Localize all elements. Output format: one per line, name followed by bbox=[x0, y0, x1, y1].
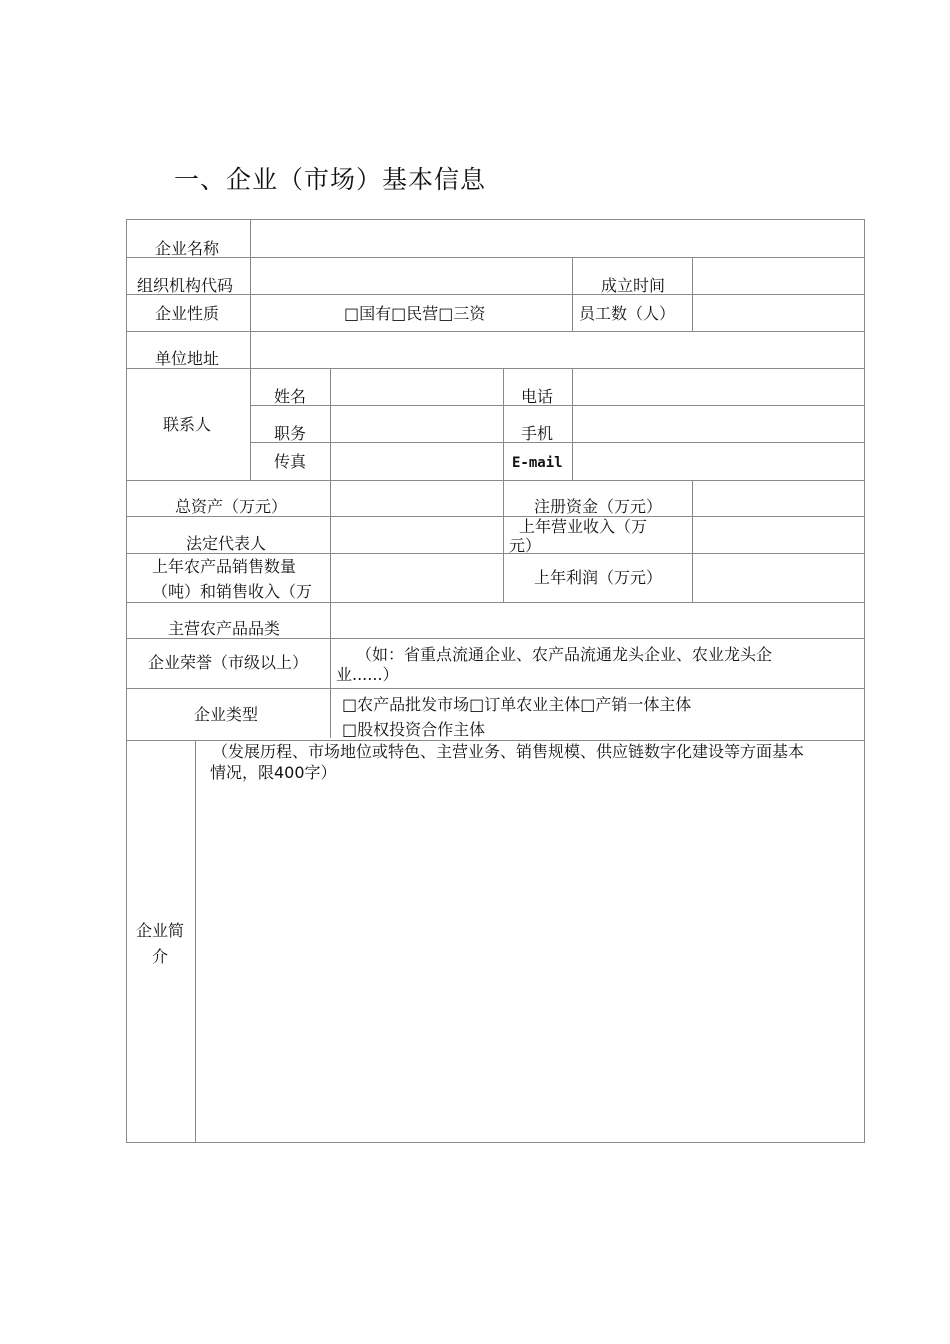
email-field[interactable] bbox=[574, 443, 863, 479]
intro-hint-line1: （发展历程、市场地位或特色、主营业务、销售规模、供应链数字化建设等方面基本 bbox=[212, 742, 805, 761]
honors-label: 企业荣誉（市级以上） bbox=[148, 653, 309, 672]
row-border bbox=[126, 740, 865, 741]
reg-capital-field[interactable] bbox=[694, 481, 863, 515]
type-label: 企业类型 bbox=[194, 705, 259, 724]
name-label: 姓名 bbox=[274, 387, 307, 406]
row-border bbox=[126, 688, 865, 689]
phone-label: 电话 bbox=[521, 387, 554, 406]
main-products-field[interactable] bbox=[332, 603, 863, 637]
col-border bbox=[572, 368, 573, 480]
position-field[interactable] bbox=[332, 406, 502, 441]
legal-rep-field[interactable] bbox=[332, 517, 502, 552]
mobile-label: 手机 bbox=[521, 424, 554, 443]
honors-hint-line1: （如：省重点流通企业、农产品流通龙头企业、农业龙头企 bbox=[356, 645, 773, 664]
profit-label: 上年利润（万元） bbox=[534, 568, 663, 587]
row-border bbox=[126, 1142, 865, 1143]
reg-capital-label: 注册资金（万元） bbox=[534, 497, 663, 516]
company-name-label: 企业名称 bbox=[155, 239, 220, 258]
email-label: E-mail bbox=[512, 455, 563, 471]
col-border bbox=[330, 368, 331, 738]
org-code-field[interactable] bbox=[252, 258, 571, 293]
type-options-line1[interactable]: □农产品批发市场□订单农业主体□产销一体主体 bbox=[342, 695, 692, 714]
total-assets-label: 总资产（万元） bbox=[175, 497, 288, 516]
address-label: 单位地址 bbox=[155, 349, 220, 368]
address-field[interactable] bbox=[252, 332, 863, 367]
row-border bbox=[126, 219, 865, 220]
col-border bbox=[864, 219, 865, 1143]
col-border bbox=[250, 219, 251, 480]
sales-field[interactable] bbox=[332, 554, 502, 601]
intro-text-area[interactable] bbox=[197, 786, 863, 1140]
staff-field[interactable] bbox=[694, 295, 863, 330]
col-border bbox=[503, 368, 504, 602]
col-border bbox=[692, 480, 693, 602]
nature-options[interactable]: □国有□民营□三资 bbox=[344, 304, 486, 323]
fax-label: 传真 bbox=[274, 452, 307, 471]
col-border bbox=[572, 257, 573, 331]
total-assets-field[interactable] bbox=[332, 481, 502, 515]
nature-label: 企业性质 bbox=[155, 304, 220, 323]
fax-field[interactable] bbox=[332, 443, 502, 479]
revenue-field[interactable] bbox=[694, 517, 863, 552]
staff-label: 员工数（人） bbox=[579, 304, 676, 323]
row-border bbox=[126, 638, 865, 639]
founded-label: 成立时间 bbox=[601, 276, 666, 295]
position-label: 职务 bbox=[274, 424, 307, 443]
legal-rep-label: 法定代表人 bbox=[186, 534, 267, 553]
company-name-field[interactable] bbox=[252, 221, 863, 256]
honors-hint-line2: 业......） bbox=[336, 665, 399, 684]
founded-field[interactable] bbox=[694, 258, 863, 293]
phone-field[interactable] bbox=[574, 369, 863, 404]
contact-label: 联系人 bbox=[163, 415, 212, 434]
intro-label-line1: 企业简 bbox=[136, 921, 185, 940]
mobile-field[interactable] bbox=[574, 406, 863, 441]
org-code-label: 组织机构代码 bbox=[137, 276, 234, 295]
intro-label-line2: 介 bbox=[152, 947, 169, 966]
sales-label-line2: （吨）和销售收入（万 bbox=[152, 582, 313, 601]
intro-hint-line2: 情况，限400字） bbox=[210, 763, 337, 782]
col-border bbox=[692, 257, 693, 331]
main-products-label: 主营农产品品类 bbox=[168, 619, 281, 638]
col-border bbox=[195, 740, 196, 1142]
profit-field[interactable] bbox=[694, 554, 863, 601]
sales-label-line1: 上年农产品销售数量 bbox=[152, 557, 297, 576]
page-title: 一、企业（市场）基本信息 bbox=[174, 165, 487, 194]
revenue-label-line2: 元） bbox=[509, 536, 542, 555]
revenue-label-line1: 上年营业收入（万 bbox=[519, 517, 648, 536]
type-options-line2[interactable]: □股权投资合作主体 bbox=[342, 720, 486, 739]
col-border bbox=[126, 219, 127, 1143]
name-field[interactable] bbox=[332, 369, 502, 404]
